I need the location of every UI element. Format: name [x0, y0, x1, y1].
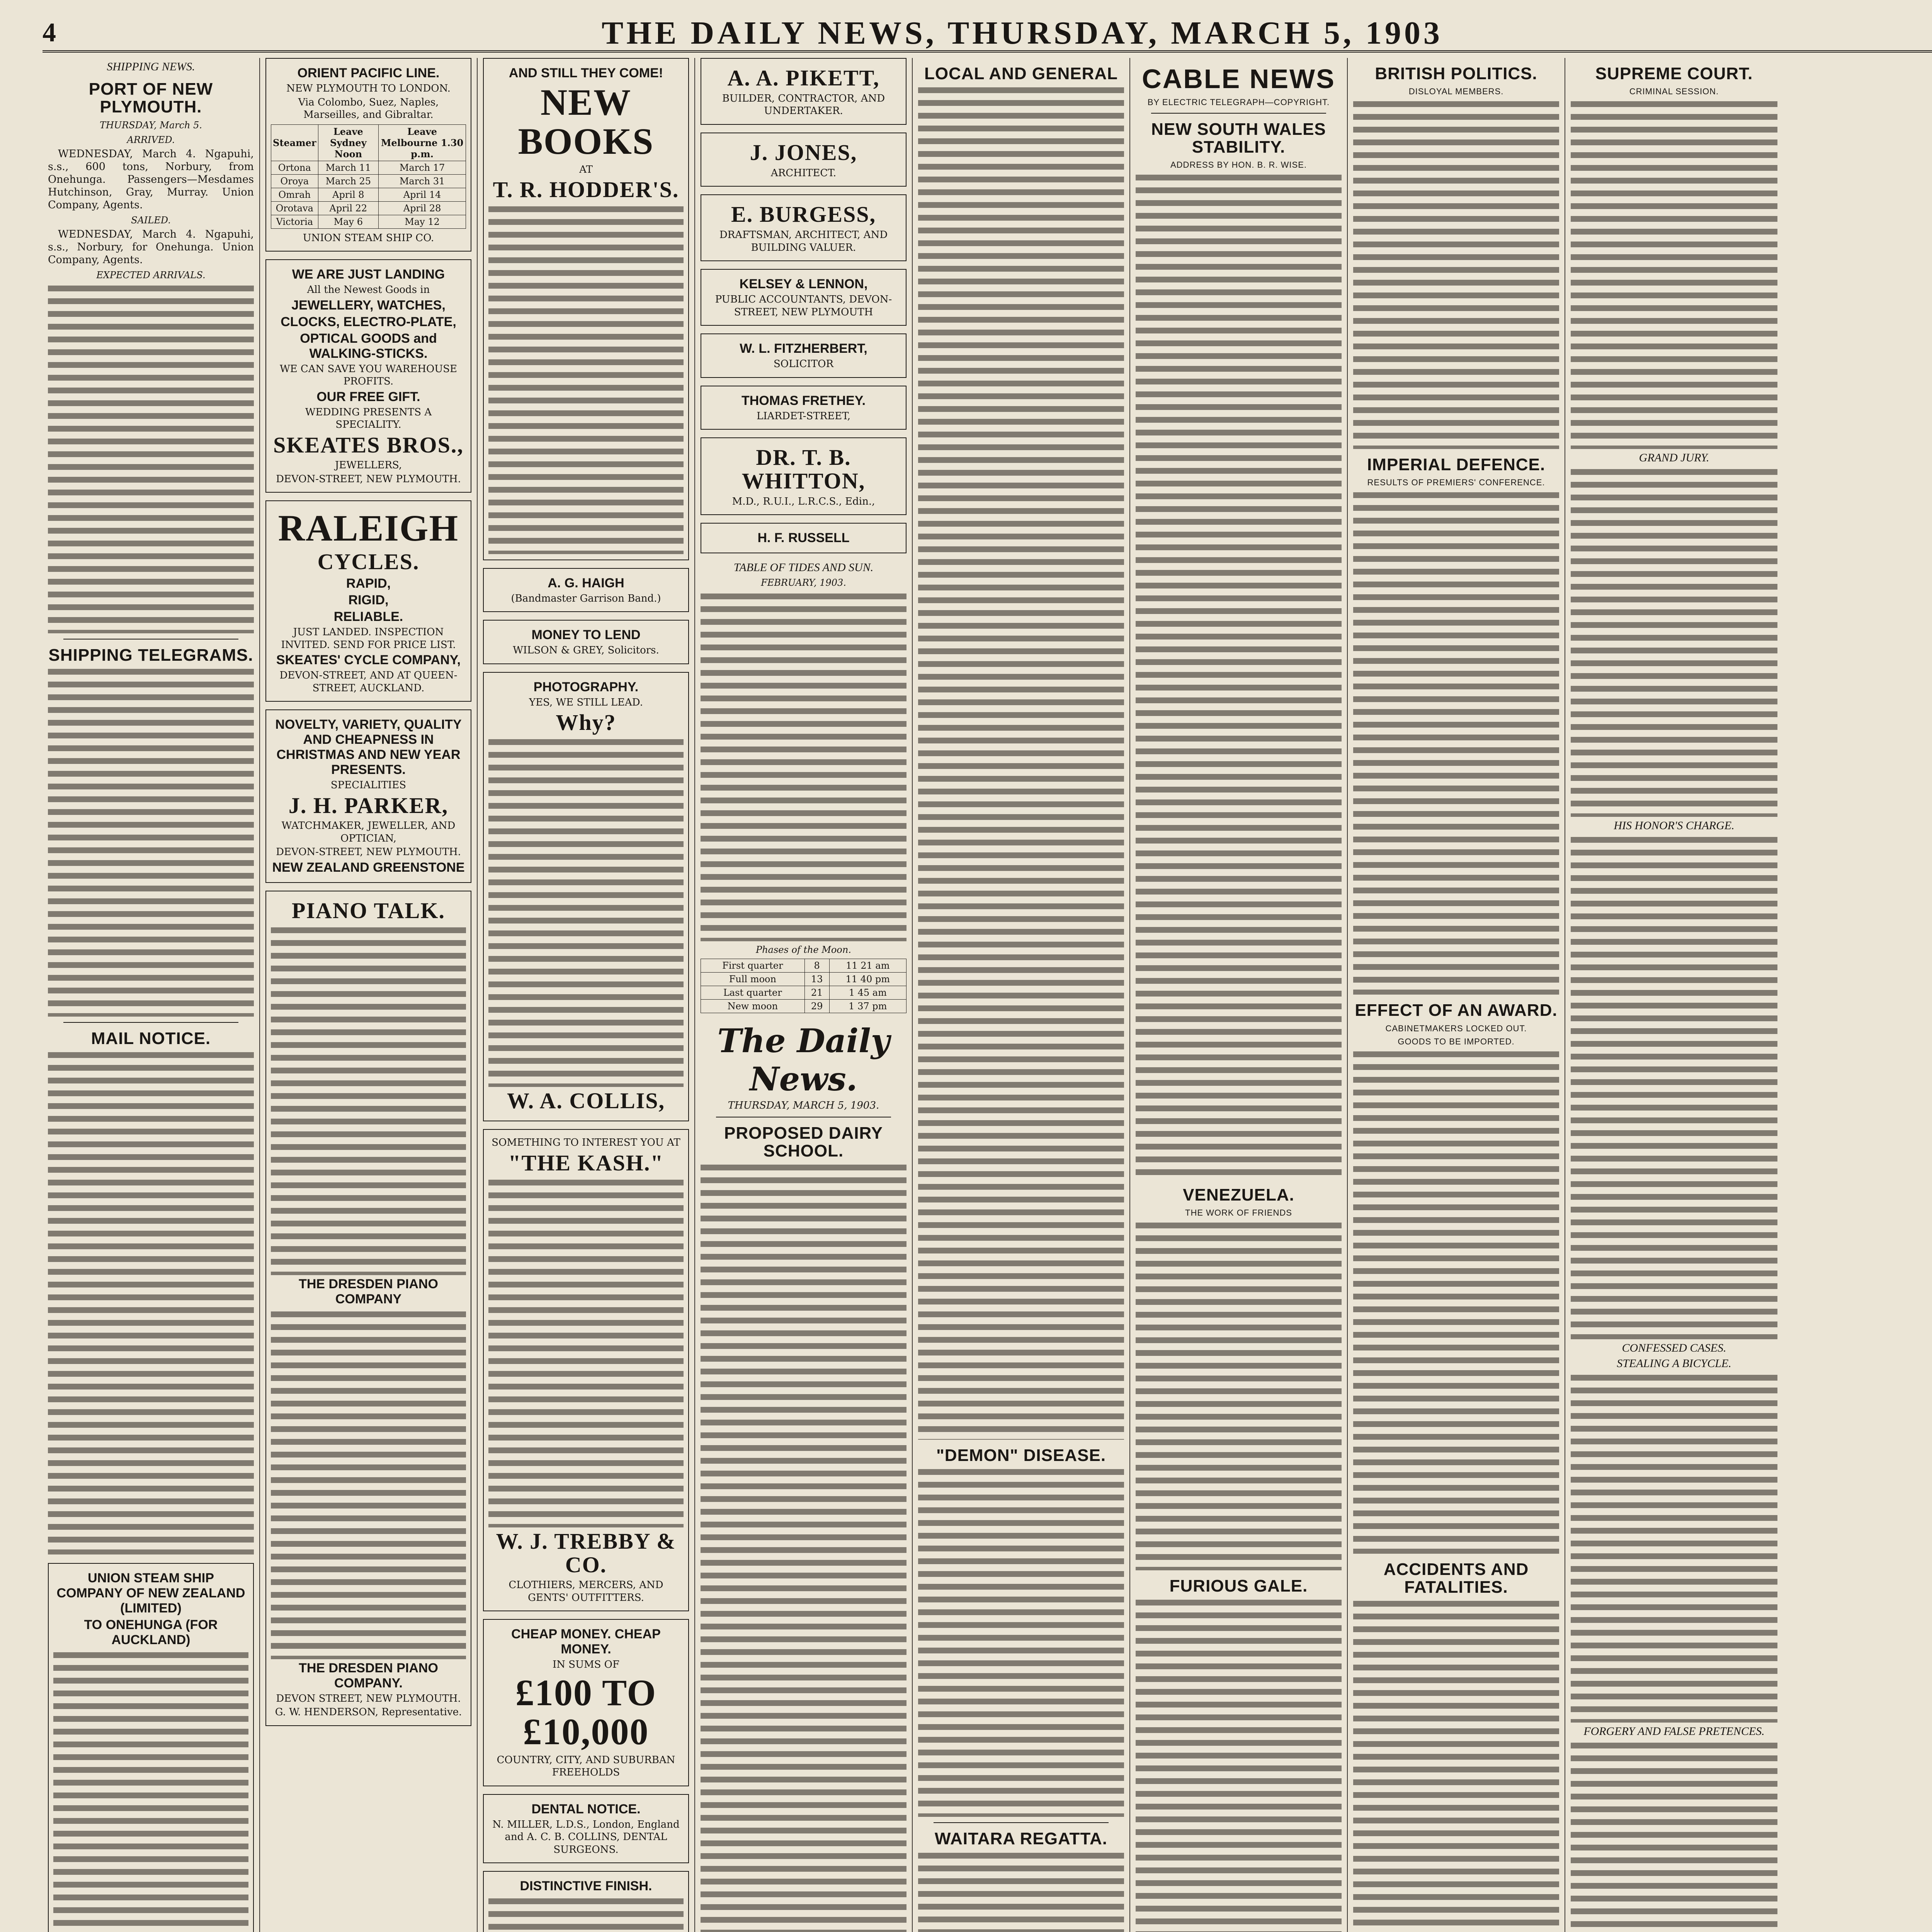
dental-title: DENTAL NOTICE.: [531, 1801, 641, 1816]
court-text: [1571, 101, 1777, 449]
whitton-sub: M.D., R.U.I., L.R.C.S., Edin.,: [732, 495, 875, 507]
novelty-line: NOVELTY, VARIETY, QUALITY AND CHEAPNESS IN CHRISTMAS AND NEW YEAR PRESENTS.: [275, 717, 462, 777]
dresden-title-2: THE DRESDEN PIANO COMPANY.: [299, 1660, 438, 1690]
phase-day: 21: [804, 986, 829, 999]
sydney-cell: May 6: [318, 215, 379, 228]
kelsey-title: KELSEY & LENNON,: [739, 277, 868, 292]
whitton-ad: [701, 437, 906, 515]
greenstone-line: NEW ZEALAND GREENSTONE: [272, 860, 465, 875]
table-row: [701, 986, 906, 999]
column-1: [43, 58, 260, 1932]
supreme-court: [1571, 65, 1777, 1932]
telegrams-heading: SHIPPING TELEGRAMS.: [48, 645, 253, 665]
nsw-heading: NEW SOUTH WALES STABILITY.: [1151, 119, 1326, 156]
jewellery-ad: [265, 259, 471, 493]
orient-via: Via Colombo, Suez, Naples, Marseilles, and Gibraltar.: [298, 96, 439, 121]
award-byline-2: GOODS TO BE IMPORTED.: [1398, 1036, 1515, 1046]
local-general: [918, 65, 1124, 1932]
dresden-address: DEVON STREET, NEW PLYMOUTH.: [276, 1692, 461, 1704]
steamer-cell: Omrah: [271, 188, 318, 201]
gale-heading: FURIOUS GALE.: [1169, 1577, 1308, 1596]
arrived-heading: ARRIVED.: [127, 134, 175, 145]
skeates-cycle-address: DEVON-STREET, AND AT QUEEN-STREET, AUCKLAND.: [279, 670, 457, 694]
tides-grid: [701, 594, 906, 941]
steamer-cell: Ortona: [271, 161, 318, 174]
sailed-heading: SAILED.: [131, 214, 171, 226]
parker-sub: WATCHMAKER, JEWELLER, AND OPTICIAN,: [281, 820, 456, 844]
haigh-sub: (Bandmaster Garrison Band.): [511, 592, 661, 604]
ayres-text: [488, 1898, 684, 1932]
phase-time: 1 45 am: [829, 986, 906, 999]
divider: [63, 1022, 238, 1023]
union-ss-text: [53, 1652, 248, 1932]
sydney-cell: March 25: [318, 174, 379, 188]
union-ss-title: UNION STEAM SHIP COMPANY OF NEW ZEALAND (LIMITED): [56, 1571, 245, 1616]
expected-heading: EXPECTED ARRIVALS.: [96, 269, 206, 281]
frethey-title: THOMAS FRETHEY.: [741, 393, 866, 408]
money-ad: [483, 620, 689, 664]
skeates-cycle-title: SKEATES' CYCLE COMPANY,: [276, 653, 461, 668]
jones-title: J. JONES,: [750, 139, 857, 165]
melbourne-cell: May 12: [379, 215, 466, 228]
masthead-right: [1925, 20, 1932, 45]
raleigh-title: RALEIGH: [278, 507, 459, 549]
charge-heading: HIS HONOR'S CHARGE.: [1614, 819, 1735, 832]
table-row: [701, 959, 906, 972]
dairy-text: [701, 1165, 906, 1932]
local-heading: LOCAL AND GENERAL: [924, 64, 1118, 83]
cable-heading: CABLE NEWS: [1142, 64, 1335, 94]
russell-title: H. F. RUSSELL: [757, 531, 850, 546]
column-6: [1130, 58, 1348, 1932]
british-heading: BRITISH POLITICS.: [1375, 64, 1537, 83]
telegrams-text: [48, 669, 254, 1017]
steamer-cell: Victoria: [271, 215, 318, 228]
piano-title: PIANO TALK.: [292, 898, 445, 923]
parker-address: DEVON-STREET, NEW PLYMOUTH.: [276, 846, 461, 858]
wedding-line: WEDDING PRESENTS A SPECIALITY.: [305, 406, 432, 430]
dental-names: N. MILLER, L.D.S., London, England and A. C. B. COLLINS, DENTAL SURGEONS.: [492, 1818, 680, 1855]
gale-text: [1136, 1600, 1342, 1932]
court-heading: SUPREME COURT.: [1595, 64, 1753, 83]
phase-day: 29: [804, 999, 829, 1013]
wilson-line: WILSON & GREY, Solicitors.: [513, 645, 659, 656]
money-title: MONEY TO LEND: [531, 628, 641, 643]
mail-heading: MAIL NOTICE.: [91, 1029, 211, 1048]
imperial-byline: RESULTS OF PREMIERS' CONFERENCE.: [1367, 478, 1545, 488]
melbourne-cell: March 17: [379, 161, 466, 174]
photo-title: PHOTOGRAPHY.: [533, 679, 639, 694]
junk-title: WE ARE JUST LANDING: [292, 267, 445, 282]
tides-table: [701, 561, 906, 1013]
arrived-text: WEDNESDAY, March 4. Ngapuhi, s.s., 600 tons, Norbury, from Onehunga. Passengers—Mesdames Hutchinson, Gray, Murray. Union Company, Agents.: [48, 148, 254, 211]
british-text: [1353, 101, 1559, 449]
parker-title: J. H. PARKER,: [288, 793, 449, 818]
russell-ad: [701, 523, 906, 553]
editorial: [701, 1022, 906, 1932]
nsw-byline: ADDRESS BY HON. B. R. WISE.: [1170, 160, 1307, 170]
skeates-sub: JEWELLERS,: [335, 459, 402, 471]
nameplate-date: THURSDAY, MARCH 5, 1903.: [728, 1099, 879, 1111]
award-heading: EFFECT OF AN AWARD.: [1355, 1001, 1558, 1020]
landed-line: JUST LANDED. INSPECTION INVITED. SEND FOR PRICE LIST.: [281, 626, 456, 651]
photo-ad: [483, 672, 689, 1121]
british-byline: DISLOYAL MEMBERS.: [1408, 87, 1504, 97]
phase-time: 1 37 pm: [829, 999, 906, 1013]
charge-text: [1571, 837, 1777, 1339]
jones-sub: ARCHITECT.: [770, 167, 837, 179]
sailed-text: WEDNESDAY, March 4. Ngapuhi, s.s., Norbury, for Onehunga. Union Company, Agents.: [48, 228, 254, 266]
haigh-ad: [483, 568, 689, 612]
table-row: [271, 215, 466, 228]
haigh-title: A. G. HAIGH: [548, 575, 624, 590]
kelsey-sub: PUBLIC ACCOUNTANTS, DEVON-STREET, NEW PLYMOUTH: [715, 294, 892, 318]
sydney-cell: March 11: [318, 161, 379, 174]
book-list: [488, 206, 684, 554]
divider: [1151, 113, 1326, 114]
onehunga-title: TO ONEHUNGA (FOR AUCKLAND): [84, 1617, 218, 1648]
table-row: [271, 174, 466, 188]
amount-title: £100 TO £10,000: [515, 1672, 657, 1752]
masthead: [43, 15, 1932, 53]
column-5: [913, 58, 1130, 1932]
hodder-title: T. R. HODDER'S.: [493, 177, 679, 202]
jury-heading: GRAND JURY.: [1639, 451, 1709, 464]
orient-title: ORIENT PACIFIC LINE.: [297, 66, 440, 80]
hodder-ad: [483, 58, 689, 560]
pikett-sub: BUILDER, CONTRACTOR, AND UNDERTAKER.: [722, 92, 885, 117]
cable-byline: BY ELECTRIC TELEGRAPH—COPYRIGHT.: [1147, 97, 1330, 107]
photo-text: [488, 739, 684, 1087]
burgess-title: E. BURGESS,: [731, 202, 876, 227]
sailing-col-head: Leave Melbourne 1.30 p.m.: [379, 124, 466, 161]
skeates-title: SKEATES BROS.,: [273, 432, 464, 457]
steamer-cell: Orotava: [271, 201, 318, 215]
freeholds-line: COUNTRY, CITY, AND SUBURBAN FREEHOLDS: [497, 1754, 675, 1779]
gift-title: OUR FREE GIFT.: [316, 389, 420, 404]
mail-text: [48, 1052, 254, 1554]
imperial-heading: IMPERIAL DEFENCE.: [1367, 455, 1546, 474]
regatta-text: [918, 1853, 1124, 1932]
accidents-text: [1353, 1601, 1559, 1932]
jury-text: [1571, 469, 1777, 817]
table-row: [271, 188, 466, 201]
venezuela-byline: THE WORK OF FRIENDS: [1185, 1208, 1292, 1218]
piano-ad: [265, 891, 471, 1726]
confessed-heading: CONFESSED CASES.: [1622, 1342, 1726, 1355]
phase-name: Full moon: [701, 972, 805, 986]
kash-ad: [483, 1129, 689, 1611]
fitz-title: W. L. FITZHERBERT,: [740, 341, 867, 356]
pikett-title: A. A. PIKETT,: [727, 65, 880, 90]
cheap-money-ad: [483, 1619, 689, 1786]
bicycle-heading: STEALING A BICYCLE.: [1617, 1357, 1731, 1370]
sailing-col-head: Leave Sydney Noon: [318, 124, 379, 161]
union-ss-ad: [48, 1563, 254, 1932]
skeates-address: DEVON-STREET, NEW PLYMOUTH.: [276, 473, 461, 485]
at-line: AT: [579, 163, 593, 175]
junk-line: OPTICAL GOODS and WALKING-STICKS.: [300, 331, 437, 361]
kash-title: "THE KASH.": [508, 1150, 664, 1175]
sydney-cell: April 22: [318, 201, 379, 215]
save-line: WE CAN SAVE YOU WAREHOUSE PROFITS.: [279, 363, 457, 387]
burgess-sub: DRAFTSMAN, ARCHITECT, AND BUILDING VALUER.: [719, 229, 888, 253]
imperial-text: [1353, 492, 1559, 995]
orient-agent: UNION STEAM SHIP CO.: [303, 232, 434, 244]
columns: [43, 58, 1932, 1932]
phase-name: New moon: [701, 999, 805, 1013]
collis-title: W. A. COLLIS,: [507, 1088, 665, 1114]
melbourne-cell: April 28: [379, 201, 466, 215]
table-row: [701, 999, 906, 1013]
column-7: [1348, 58, 1565, 1932]
table-row: [701, 972, 906, 986]
phase-name: Last quarter: [701, 986, 805, 999]
phases-title: Phases of the Moon.: [756, 944, 851, 955]
divider: [934, 1822, 1109, 1823]
shipping-date: THURSDAY, March 5.: [99, 120, 202, 131]
jones-ad: [701, 133, 906, 187]
orient-ad: [265, 58, 471, 252]
masthead-title: THE DAILY NEWS, THURSDAY, MARCH 5, 1903: [602, 15, 1443, 51]
expected-text: [48, 286, 254, 633]
demon-heading: "DEMON" DISEASE.: [936, 1446, 1106, 1465]
fitzherbert-ad: [701, 333, 906, 378]
steamer-cell: Oroya: [271, 174, 318, 188]
demon-text: [918, 1469, 1124, 1817]
column-2: [260, 58, 478, 1932]
cycles-title: CYCLES.: [317, 549, 420, 575]
newbooks-title: NEW BOOKS: [518, 82, 654, 162]
still-line: AND STILL THEY COME!: [509, 66, 663, 80]
column-8: [1565, 58, 1783, 1932]
raleigh-line: RIGID,: [348, 593, 389, 608]
tides-title: TABLE OF TIDES AND SUN.: [733, 561, 874, 574]
sydney-cell: April 8: [318, 188, 379, 201]
ayres-ad: [483, 1871, 689, 1932]
henderson-line: G. W. HENDERSON, Representative.: [275, 1706, 462, 1718]
dairy-heading: PROPOSED DAIRY SCHOOL.: [724, 1123, 883, 1161]
raleigh-ad: [265, 500, 471, 702]
column-3: [478, 58, 695, 1932]
column-4: [695, 58, 913, 1932]
forgery-heading: FORGERY AND FALSE PRETENCES.: [1583, 1725, 1765, 1738]
burgess-ad: [701, 194, 906, 261]
melbourne-cell: March 31: [379, 174, 466, 188]
award-text: [1353, 1051, 1559, 1554]
shipping-news: [48, 60, 254, 1554]
cable-news: [1136, 65, 1342, 1932]
orient-sub: NEW PLYMOUTH TO LONDON.: [286, 83, 451, 94]
specialities-line: SPECIALITIES: [330, 779, 406, 791]
phase-time: 11 21 am: [829, 959, 906, 972]
distinctive-title: DISTINCTIVE FINISH.: [520, 1879, 652, 1894]
regatta-heading: WAITARA REGATTA.: [935, 1829, 1107, 1849]
photo-sub: YES, WE STILL LEAD.: [529, 696, 643, 708]
fitz-sub: SOLICITOR: [773, 358, 834, 370]
moon-phases-table: [701, 959, 906, 1013]
venezuela-heading: VENEZUELA.: [1183, 1185, 1294, 1204]
dresden-title: THE DRESDEN PIANO COMPANY: [299, 1276, 438, 1306]
accidents-heading: ACCIDENTS AND FATALITIES.: [1383, 1560, 1529, 1597]
whitton-title: DR. T. B. WHITTON,: [742, 445, 866, 494]
why-title: Why?: [556, 710, 616, 735]
trebby-sub: CLOTHIERS, MERCERS, AND GENTS' OUTFITTERS.: [509, 1579, 663, 1604]
junk-line: CLOCKS, ELECTRO-PLATE,: [281, 314, 456, 329]
forgery-text: [1571, 1743, 1777, 1932]
piano-text: [271, 927, 466, 1275]
port-heading: PORT OF NEW PLYMOUTH.: [88, 80, 213, 117]
junk-line: JEWELLERY, WATCHES,: [291, 298, 446, 313]
parker-ad: [265, 709, 471, 883]
raleigh-line: RELIABLE.: [333, 609, 403, 624]
phase-time: 11 40 pm: [829, 972, 906, 986]
tides-month: FEBRUARY, 1903.: [761, 577, 846, 588]
junk-line: All the Newest Goods in: [307, 284, 430, 296]
nameplate: The Daily News.: [717, 1021, 890, 1098]
dental-ad: [483, 1794, 689, 1864]
frethey-ad: [701, 386, 906, 430]
table-row: [271, 161, 466, 174]
page-number: 4: [43, 18, 56, 48]
cheap-title: CHEAP MONEY. CHEAP MONEY.: [511, 1627, 661, 1657]
trebby-title: W. J. TREBBY & CO.: [496, 1528, 676, 1577]
dresden-text: [271, 1311, 466, 1659]
bicycle-text: [1571, 1375, 1777, 1723]
nsw-text: [1136, 175, 1342, 1179]
pikett-ad: [701, 58, 906, 125]
sailing-col-head: Steamer: [271, 124, 318, 161]
british-politics: [1353, 65, 1559, 1932]
sailing-table: [271, 124, 466, 229]
sums-line: IN SUMS OF: [552, 1659, 620, 1671]
local-text: [918, 87, 1124, 1440]
kash-text: [488, 1180, 684, 1527]
venezuela-text: [1136, 1223, 1342, 1570]
phase-name: First quarter: [701, 959, 805, 972]
award-byline: CABINETMAKERS LOCKED OUT.: [1385, 1023, 1527, 1033]
frethey-sub: LIARDET-STREET,: [757, 410, 850, 422]
phase-day: 13: [804, 972, 829, 986]
kelsey-ad: [701, 269, 906, 326]
melbourne-cell: April 14: [379, 188, 466, 201]
shipping-title: SHIPPING NEWS.: [107, 60, 195, 73]
phase-day: 8: [804, 959, 829, 972]
raleigh-line: RAPID,: [346, 576, 391, 591]
kash-intro: SOMETHING TO INTEREST YOU AT: [492, 1137, 680, 1149]
table-row: [271, 201, 466, 215]
court-byline: CRIMINAL SESSION.: [1629, 87, 1719, 97]
